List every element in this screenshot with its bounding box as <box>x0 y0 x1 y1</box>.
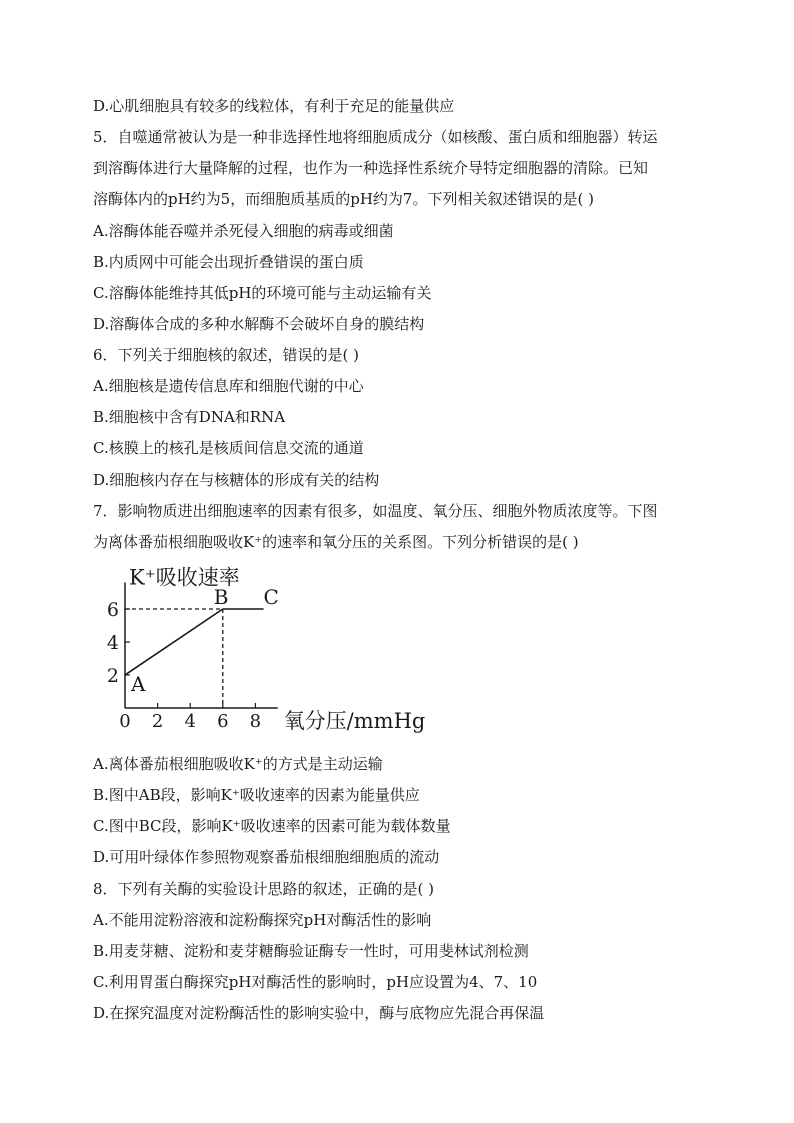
x-tick-label: 6 <box>217 711 229 732</box>
question-7-option-a: A.离体番茄根细胞吸收K⁺的方式是主动运输 <box>93 755 383 773</box>
question-7-option-c: C.图中BC段，影响K⁺吸收速率的因素可能为载体数量 <box>93 817 451 835</box>
x-tick-label: 2 <box>151 711 164 732</box>
x-tick-label: 0 <box>119 711 131 732</box>
y-tick-label: 4 <box>106 632 119 654</box>
question-6-option-a: A.细胞核是遗传信息库和细胞代谢的中心 <box>93 377 364 395</box>
y-axis-label: K⁺吸收速率 <box>129 565 240 590</box>
line-d-mitochondria: D.心肌细胞具有较多的线粒体，有利于充足的能量供应 <box>93 97 455 115</box>
question-6-stem: 6．下列关于细胞核的叙述，错误的是( ) <box>93 346 360 364</box>
question-5-option-c: C.溶酶体能维持其低pH的环境可能与主动运输有关 <box>93 284 432 302</box>
question-7-line-1: 7．影响物质进出细胞速率的因素有很多，如温度、氧分压、细胞外物质浓度等。下图 <box>93 502 658 520</box>
question-7-option-d: D.可用叶绿体作参照物观察番茄根细胞细胞质的流动 <box>93 848 440 866</box>
point-label-b: B <box>213 585 229 609</box>
question-6-option-b: B.细胞核中含有DNA和RNA <box>93 408 286 426</box>
point-label-a: A <box>131 672 146 696</box>
question-5-line-2: 到溶酶体进行大量降解的过程，也作为一种选择性系统介导特定细胞器的清除。已知 <box>93 159 649 177</box>
question-8-option-d: D.在探究温度对淀粉酶活性的影响实验中，酶与底物应先混合再保温 <box>93 1004 545 1022</box>
y-tick-label: 6 <box>106 599 119 621</box>
point-label-c: C <box>263 585 279 609</box>
question-5-option-d: D.溶酶体合成的多种水解酶不会破坏自身的膜结构 <box>93 315 425 333</box>
question-7-option-b: B.图中AB段，影响K⁺吸收速率的因素为能量供应 <box>93 786 420 804</box>
question-5-line-1: 5．自噬通常被认为是一种非选择性地将细胞质成分（如核酸、蛋白质和细胞器）转运 <box>93 128 658 146</box>
question-6-option-d: D.细胞核内存在与核糖体的形成有关的结构 <box>93 471 380 489</box>
question-8-stem: 8．下列有关酶的实验设计思路的叙述，正确的是( ) <box>93 880 435 898</box>
segment-ab <box>125 609 223 675</box>
x-axis-label: 氧分压/mmHg <box>283 709 426 733</box>
question-6-option-c: C.核膜上的核孔是核质间信息交流的通道 <box>93 439 364 457</box>
question-8-option-b: B.用麦芽糖、淀粉和麦芽糖酶验证酶专一性时，可用斐林试剂检测 <box>93 942 529 960</box>
question-5-option-b: B.内质网中可能会出现折叠错误的蛋白质 <box>93 253 364 271</box>
question-5-line-3: 溶酶体内的pH约为5，而细胞质基质的pH约为7。下列相关叙述错误的是( ) <box>93 190 594 208</box>
y-tick-label: 2 <box>106 665 119 687</box>
question-8-option-a: A.不能用淀粉溶液和淀粉酶探究pH对酶活性的影响 <box>93 911 432 929</box>
question-8-option-c: C.利用胃蛋白酶探究pH对酶活性的影响时，pH应设置为4、7、10 <box>93 973 538 991</box>
question-5-option-a: A.溶酶体能吞噬并杀死侵入细胞的病毒或细菌 <box>93 222 394 240</box>
question-7-line-2: 为离体番茄根细胞吸收K⁺的速率和氧分压的关系图。下列分析错误的是( ) <box>93 533 579 551</box>
x-tick-label: 8 <box>249 711 262 732</box>
x-tick-label: 4 <box>184 711 196 732</box>
